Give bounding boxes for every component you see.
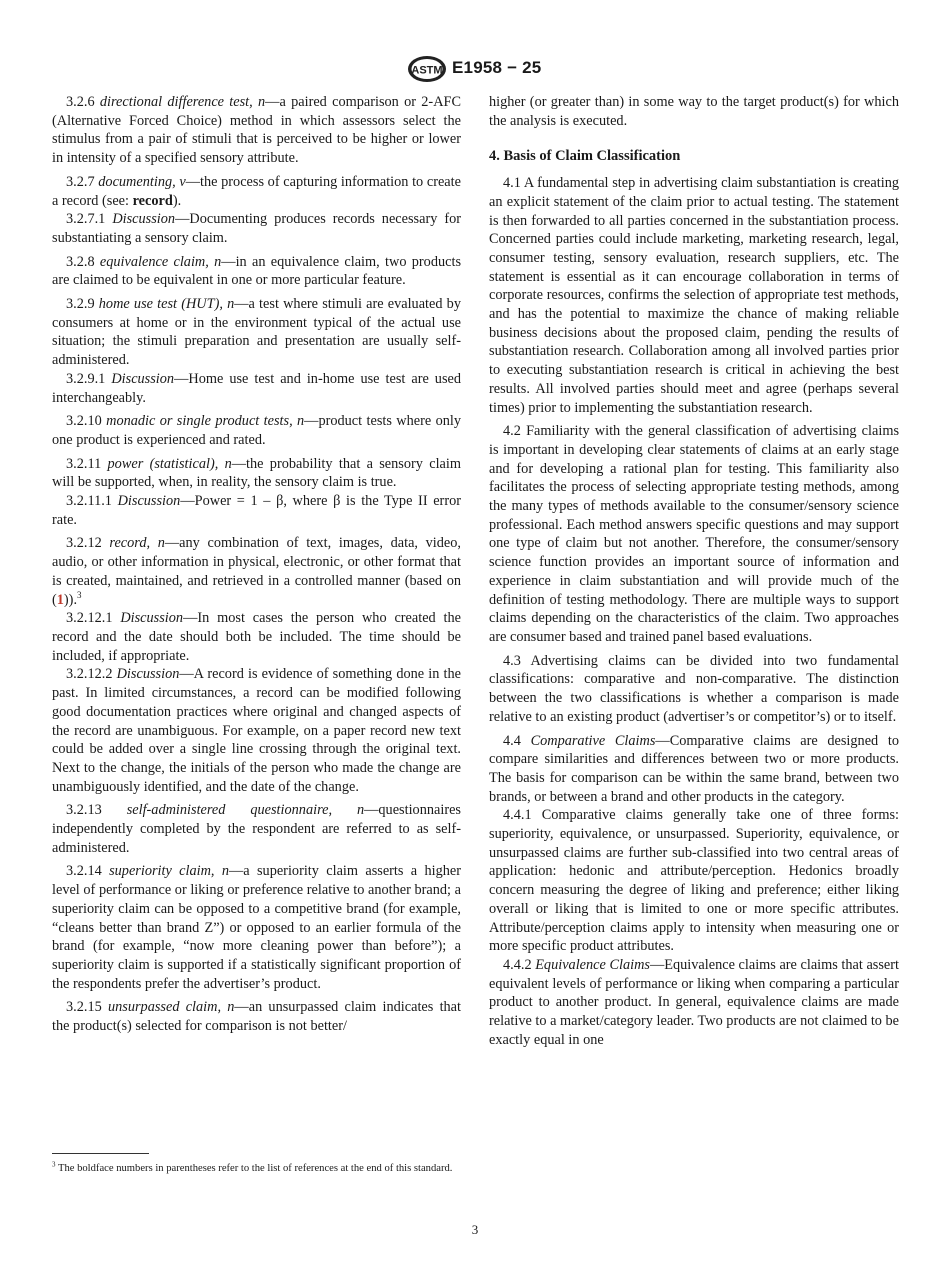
section-3-2-11: 3.2.11 power (statistical), n—the probability that a sensory claim will be supported, when, in reality, the sensory claim is true. [52,455,461,491]
page-header [0,55,950,85]
right-column [489,93,899,1054]
section-heading-4: 4. Basis of Claim Classification [489,148,681,165]
section-3-2-14: 3.2.14 superiority claim, n—a superiority claim asserts a higher level of performance or liking or preference relative to another brand; a superiority claim can be opposed to a competitive brand (for example, “cleans better than brand Z”) or opposed to an earlier formula of the brand (for example, “now more cleaning power than before”); a superiority claim is supported if a statistically significant proportion of the respondents prefer the advertiser’s product. [52,863,461,992]
standard-designation: E1958 − 25 [452,58,542,77]
section-3-2-9-1: 3.2.9.1 Discussion—Home use test and in-home use test are used interchangeably. [52,370,461,406]
section-3-2-6: 3.2.6 directional difference test, n—a paired comparison or 2-AFC (Alternative Forced Choice) method in which assessors select the stimulus from a pair of stimuli that is perceived to be higher or lower in intensity of a specified sensory attribute. [52,94,462,167]
section-3-2-12-1: 3.2.12.1 Discussion—In most cases the person who created the record and the date should both be included. The time should be included, if appropriate. [52,610,461,664]
footnote: $^3$ The boldface numbers in parentheses refer to the list of references at the end of this standard. [52,1160,453,1174]
section-4-4-2: 4.4.2 Equivalence Claims—Equivalence claims are claims that assert equivalent levels of performance or liking when comparing a particular product to another product. In general, equivalence claims are made relative to a market/category leader. Two products are not claimed to be exactly equal in one [489,956,900,1048]
section-3-2-8: 3.2.8 equivalence claim, n—in an equivalence claim, two products are claimed to be equivalent in one or more particular feature. [52,253,462,289]
section-3-2-7: 3.2.7 documenting, v—the process of capturing information to create a record (see: record). [52,173,461,209]
section-3-2-12-2: 3.2.12.2 Discussion—A record is evidence of something done in the past. In limited circumstances, a record can be modified following good documentation practices where original and changed aspects of the record are unambiguous. For example, on a paper record new text could be added over a single line crossing through the original text. Next to the change, the initials of the person who made the change are unambiguously identified, and the date of the change. [52,666,461,795]
footnote-marker[interactable]: 3 [77,589,82,600]
section-3-2-15: 3.2.15 unsurpassed claim, n—an unsurpassed claim indicates that the product(s) selected for comparison is not better/ [52,999,462,1035]
section-3-2-11-1: 3.2.11.1 Discussion—Power = 1 – β, where β is the Type II error rate. [52,493,461,528]
section-4-4-1: 4.4.1 Comparative claims generally take one of three forms: superiority, equivalence, or unsurpassed. Superiority, equivalence, or unsurpassed claims are further sub-classified into two central areas of application: hedonic and attribute/perception. Hedonics broadly concern measuring the degree of liking and preference; either liking overall or liking that is limited to one or more specific attributes. Attribute/perception claims apply to intensity when measuring one or more specific product attributes. [489,807,900,955]
section-3-2-13: 3.2.13 self-administered questionnaire, n—questionnaires independently completed by the respondent are referred to as self-administered. [52,802,461,856]
page-number: 3 [471,1222,479,1237]
left-column [52,93,461,1041]
continued-paragraph: higher (or greater than) in some way to the target product(s) for which the analysis is executed. [489,94,899,129]
astm-logo-icon [407,55,447,83]
svg-text:ASTM: ASTM [411,64,443,77]
section-3-2-10: 3.2.10 monadic or single product tests, n—product tests where only one product is experienced and rated. [52,413,461,448]
section-3-2-7-1: 3.2.7.1 Discussion—Documenting produces records necessary for substantiating a sensory claim. [52,211,462,246]
section-4-4: 4.4 Comparative Claims—Comparative claims are designed to compare similarities and differences between two or more products. The basis for comparison can be within the same brand, between two brands, or between a brand and other products in the category. [489,732,900,805]
reference-link[interactable]: 1 [56,591,64,608]
section-4-1: 4.1 A fundamental step in advertising claim substantiation is creating an explicit statement of the claim prior to actual testing. The statement is then forwarded to all parties concerned in the substantiation process. Concerned parties could include marketing, marketing research, legal, consumer testing, sensory evaluation, research suppliers, etc. The statement is essential as it can encourage collaboration in terms of corporate resources, confirms the selection of appropriate test methods, and has the potential to maximize the chance of making reliable business decisions about the proposed claim, pending the results of substantiation research. Collaboration among all involved parties prior to executing substantiation research is critical in achieving the best results. All involved parties should meet and agree (perhaps several times) prior to implementing the substantiation research. [489,175,899,416]
section-3-2-9: 3.2.9 home use test (HUT), n—a test where stimuli are evaluated by consumers at home or in the environment typical of the actual use situation; the stimuli preparation and presentation are usually self-administered. [52,296,461,369]
section-3-2-12: 3.2.12 record, n—any combination of text, images, data, video, audio, or other information in physical, electronic, or other format that is created, maintained, and retrieved in a controlled manner (based on (1)).$^3$ [52,535,461,608]
footnote-divider [52,1153,149,1154]
section-4-3: 4.3 Advertising claims can be divided into two fundamental classifications: comparative and non-comparative. The distinction between the two classifications is whether a comparison is made relative to an existing product (advertiser’s or competitor’s) or to itself. [489,652,899,725]
section-4-2: 4.2 Familiarity with the general classification of advertising claims is important in developing clear statements of claims at an early stage and for developing a rational plan for testing. This familiarity also facilitates the process of selecting appropriate testing methods, among the many types of methods available to the consumer/sensory science professional. Each method answers specific questions and may support one type of claim but not another. Therefore, the consumer/sensory science function provides an important source of information and experience in claim substantiation and will provide much of the definition of testing methodology. There are multiple ways to support claims depending on the characteristics of the claim. Two approaches are consumer based and trained panel based evaluations. [489,423,900,645]
